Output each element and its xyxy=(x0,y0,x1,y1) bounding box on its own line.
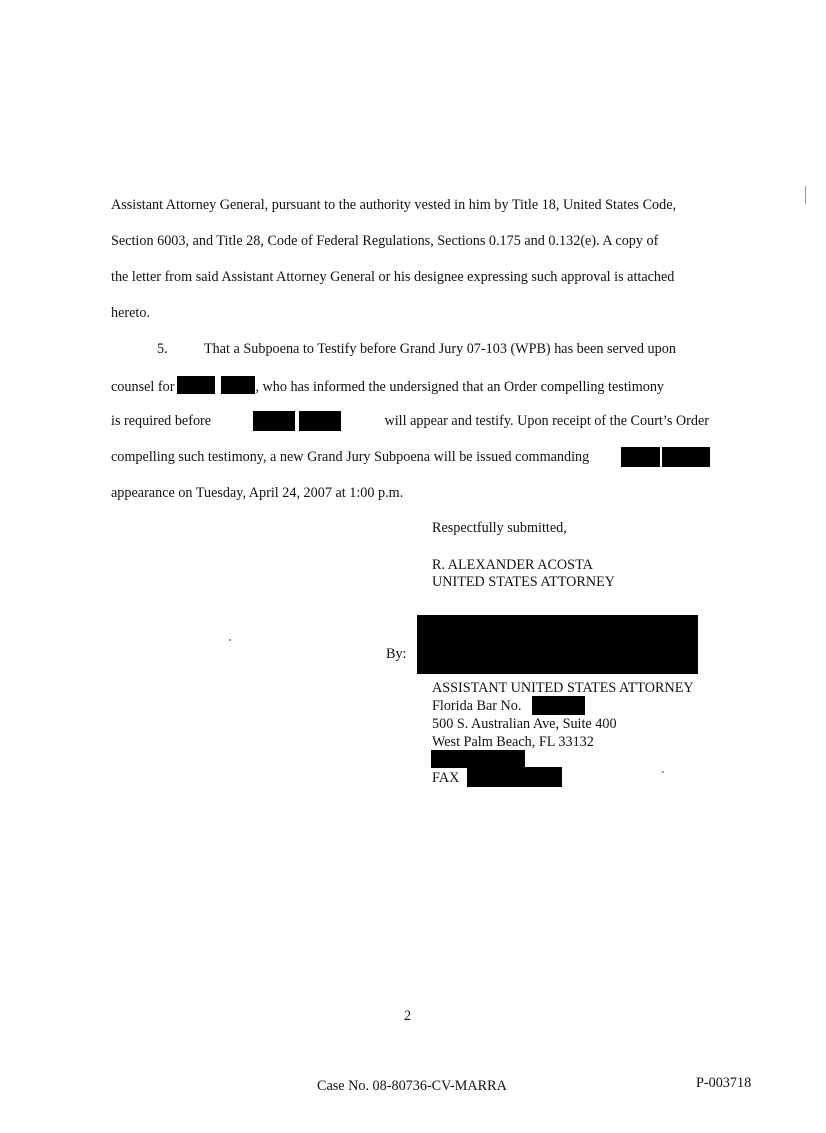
redaction-box xyxy=(253,411,295,431)
paragraph-5-number: 5. xyxy=(157,341,168,357)
bates-number: P-003718 xyxy=(696,1075,752,1091)
us-attorney-office: UNITED STATES ATTORNEY xyxy=(432,574,616,590)
paragraph-5-line-1: That a Subpoena to Testify before Grand Jury 07-103 (WPB) has been served upon xyxy=(204,341,676,357)
bar-number-line xyxy=(432,697,521,715)
redaction-box xyxy=(177,376,215,394)
paragraph-4-line-1: Assistant Attorney General, pursuant to the authority vested in him by Title 18, United States Code, xyxy=(111,197,677,213)
paragraph-5-line-3-start: is required before xyxy=(111,413,212,429)
paragraph-5-line-3-end: will appear and testify. Upon receipt of the Court’s Order xyxy=(384,413,709,429)
case-number: Case No. 08-80736-CV-MARRA xyxy=(317,1078,507,1094)
paragraph-5-line-5: appearance on Tuesday, April 24, 2007 at 1:00 p.m. xyxy=(111,485,404,501)
us-attorney-name: R. ALEXANDER ACOSTA xyxy=(432,557,593,573)
fax-label: FAX xyxy=(432,770,460,786)
by-label: By: xyxy=(386,646,407,662)
scan-artifact xyxy=(229,639,231,641)
closing: Respectfully submitted, xyxy=(432,520,567,536)
bar-number-label: Florida Bar No. xyxy=(432,698,522,714)
paragraph-5-line-3 xyxy=(111,412,709,430)
paragraph-5-line-2 xyxy=(111,376,709,396)
signer-title: ASSISTANT UNITED STATES ATTORNEY xyxy=(432,680,694,696)
phone-redaction xyxy=(431,750,525,768)
redaction-group xyxy=(255,412,341,430)
redaction-box xyxy=(662,447,710,467)
paragraph-5-line-2-start: counsel for xyxy=(111,379,175,395)
redaction-box xyxy=(621,447,660,467)
paragraph-4-line-3: the letter from said Assistant Attorney General or his designee expressing such approval is attached xyxy=(111,269,675,285)
redaction-box xyxy=(532,696,585,715)
paragraph-5-line-4 xyxy=(111,448,709,466)
redaction-box xyxy=(221,376,255,394)
address-line-2: West Palm Beach, FL 33132 xyxy=(432,734,594,750)
fax-redaction xyxy=(467,767,562,787)
address-line-1: 500 S. Australian Ave, Suite 400 xyxy=(432,716,617,732)
redaction-box xyxy=(299,411,341,431)
scan-artifact xyxy=(662,771,664,773)
paragraph-4-line-2: Section 6003, and Title 28, Code of Federal Regulations, Sections 0.175 and 0.132(e). A copy of xyxy=(111,233,659,249)
paragraph-5-line-4-text: compelling such testimony, a new Grand Jury Subpoena will be issued commanding xyxy=(111,449,590,465)
paragraph-4-line-4: hereto. xyxy=(111,305,150,321)
paragraph-5-line-2-end: , who has informed the undersigned that an Order compelling testimony xyxy=(255,379,665,395)
scan-artifact xyxy=(805,186,806,204)
signature-redaction xyxy=(417,615,698,674)
page-number: 2 xyxy=(404,1008,412,1024)
